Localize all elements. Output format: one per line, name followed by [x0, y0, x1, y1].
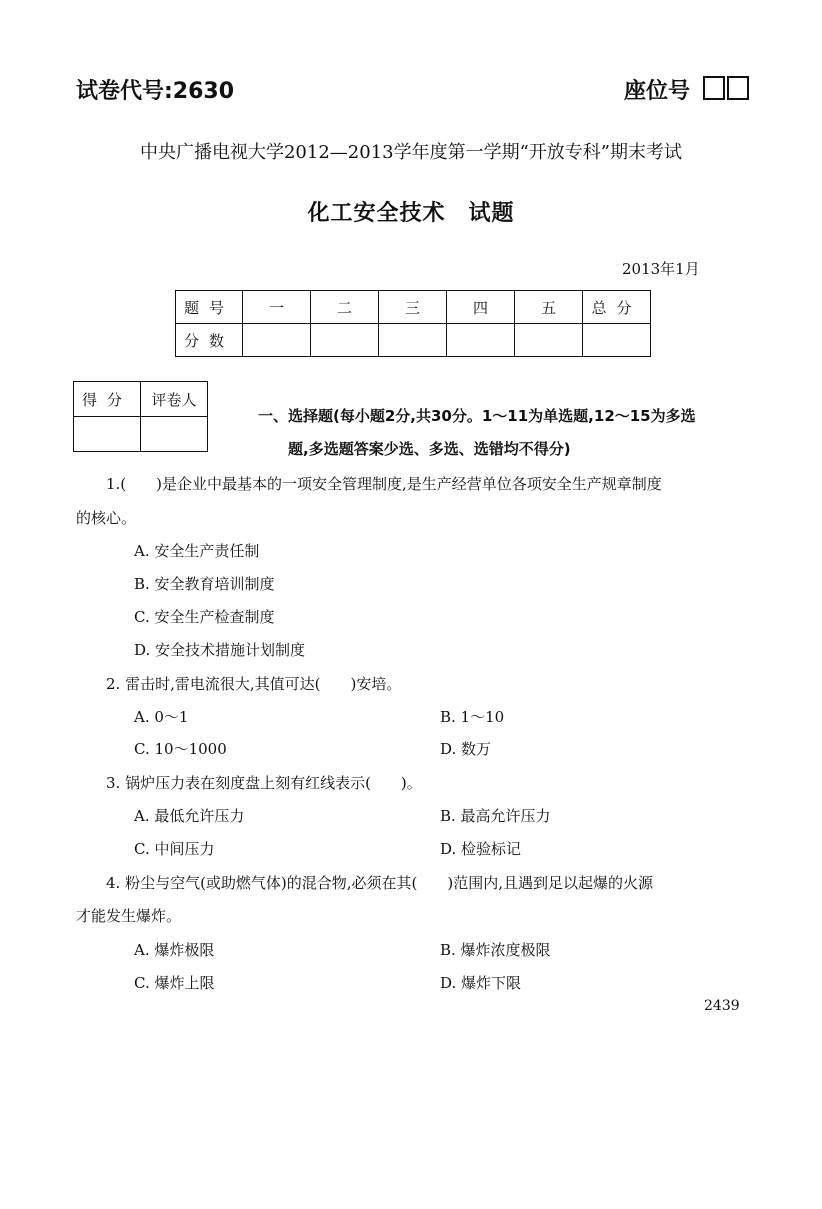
score-table-cell: 题号 [176, 291, 243, 324]
question-3-option-c[interactable]: C. 中间压力 [134, 840, 215, 858]
question-1-text: 1.( )是企业中最基本的一项安全管理制度,是生产经营单位各项安全生产规章制度 [106, 475, 662, 493]
page-title: 化工安全技术 试题 [307, 201, 515, 226]
score-entry-cell[interactable] [311, 324, 379, 357]
question-4-option-a[interactable]: A. 爆炸极限 [134, 941, 215, 959]
question-1-text-cont: 的核心。 [76, 509, 137, 527]
grader-name-entry-cell[interactable] [141, 417, 208, 452]
score-table-cell: 分数 [176, 324, 243, 357]
score-table-cell: 一 [243, 291, 311, 324]
score-entry-cell[interactable] [583, 324, 651, 357]
grader-table-score-header: 得分 [74, 382, 141, 417]
question-2-option-a[interactable]: A. 0～1 [134, 708, 189, 726]
score-table-cell: 三 [379, 291, 447, 324]
score-table-cell: 总分 [583, 291, 651, 324]
grader-score-entry-cell[interactable] [74, 417, 141, 452]
score-entry-cell[interactable] [243, 324, 311, 357]
question-4-option-d[interactable]: D. 爆炸下限 [440, 974, 522, 992]
exam-date: 2013年1月 [622, 260, 700, 278]
question-2-option-b[interactable]: B. 1～10 [440, 708, 505, 726]
question-3-option-b[interactable]: B. 最高允许压力 [440, 807, 551, 825]
question-4-text: 4. 粉尘与空气(或助燃气体)的混合物,必须在其( )范围内,且遇到足以起爆的火源 [106, 874, 654, 892]
university-line: 中央广播电视大学2012—2013学年度第一学期“开放专科”期末考试 [139, 142, 683, 163]
seat-number-box-2[interactable] [727, 76, 749, 100]
score-table-cell: 四 [447, 291, 515, 324]
question-2-option-d[interactable]: D. 数万 [440, 740, 492, 758]
question-4-option-c[interactable]: C. 爆炸上限 [134, 974, 215, 992]
question-3-option-d[interactable]: D. 检验标记 [440, 840, 522, 858]
question-3-option-a[interactable]: A. 最低允许压力 [134, 807, 245, 825]
question-4-text-cont: 才能发生爆炸。 [76, 907, 182, 925]
exam-code: 试卷代号:2630 [76, 79, 235, 104]
question-1-option-d[interactable]: D. 安全技术措施计划制度 [134, 641, 306, 659]
question-2-option-c[interactable]: C. 10～1000 [134, 740, 227, 758]
question-3-text: 3. 锅炉压力表在刻度盘上刻有红线表示( )。 [106, 774, 422, 792]
section-heading-line2: 题,多选题答案少选、多选、选错均不得分) [288, 440, 571, 458]
seat-number-box-1[interactable] [703, 76, 725, 100]
question-2-text: 2. 雷击时,雷电流很大,其值可达( )安培。 [106, 675, 402, 693]
grader-table [73, 381, 208, 452]
seat-number-label: 座位号 [624, 79, 691, 104]
grader-table-grader-header: 评卷人 [141, 382, 208, 417]
section-heading-line1: 一、选择题(每小题2分,共30分。1～11为单选题,12～15为多选 [258, 407, 696, 425]
question-4-option-b[interactable]: B. 爆炸浓度极限 [440, 941, 551, 959]
question-1-option-b[interactable]: B. 安全教育培训制度 [134, 575, 275, 593]
score-entry-cell[interactable] [447, 324, 515, 357]
score-table-score-row [176, 324, 651, 357]
page-number: 2439 [704, 998, 740, 1014]
score-table-header-row [176, 291, 651, 324]
question-1-option-a[interactable]: A. 安全生产责任制 [134, 542, 260, 560]
score-table-cell: 五 [515, 291, 583, 324]
score-table [175, 290, 651, 357]
question-1-option-c[interactable]: C. 安全生产检查制度 [134, 608, 275, 626]
score-table-cell: 二 [311, 291, 379, 324]
score-entry-cell[interactable] [379, 324, 447, 357]
score-entry-cell[interactable] [515, 324, 583, 357]
